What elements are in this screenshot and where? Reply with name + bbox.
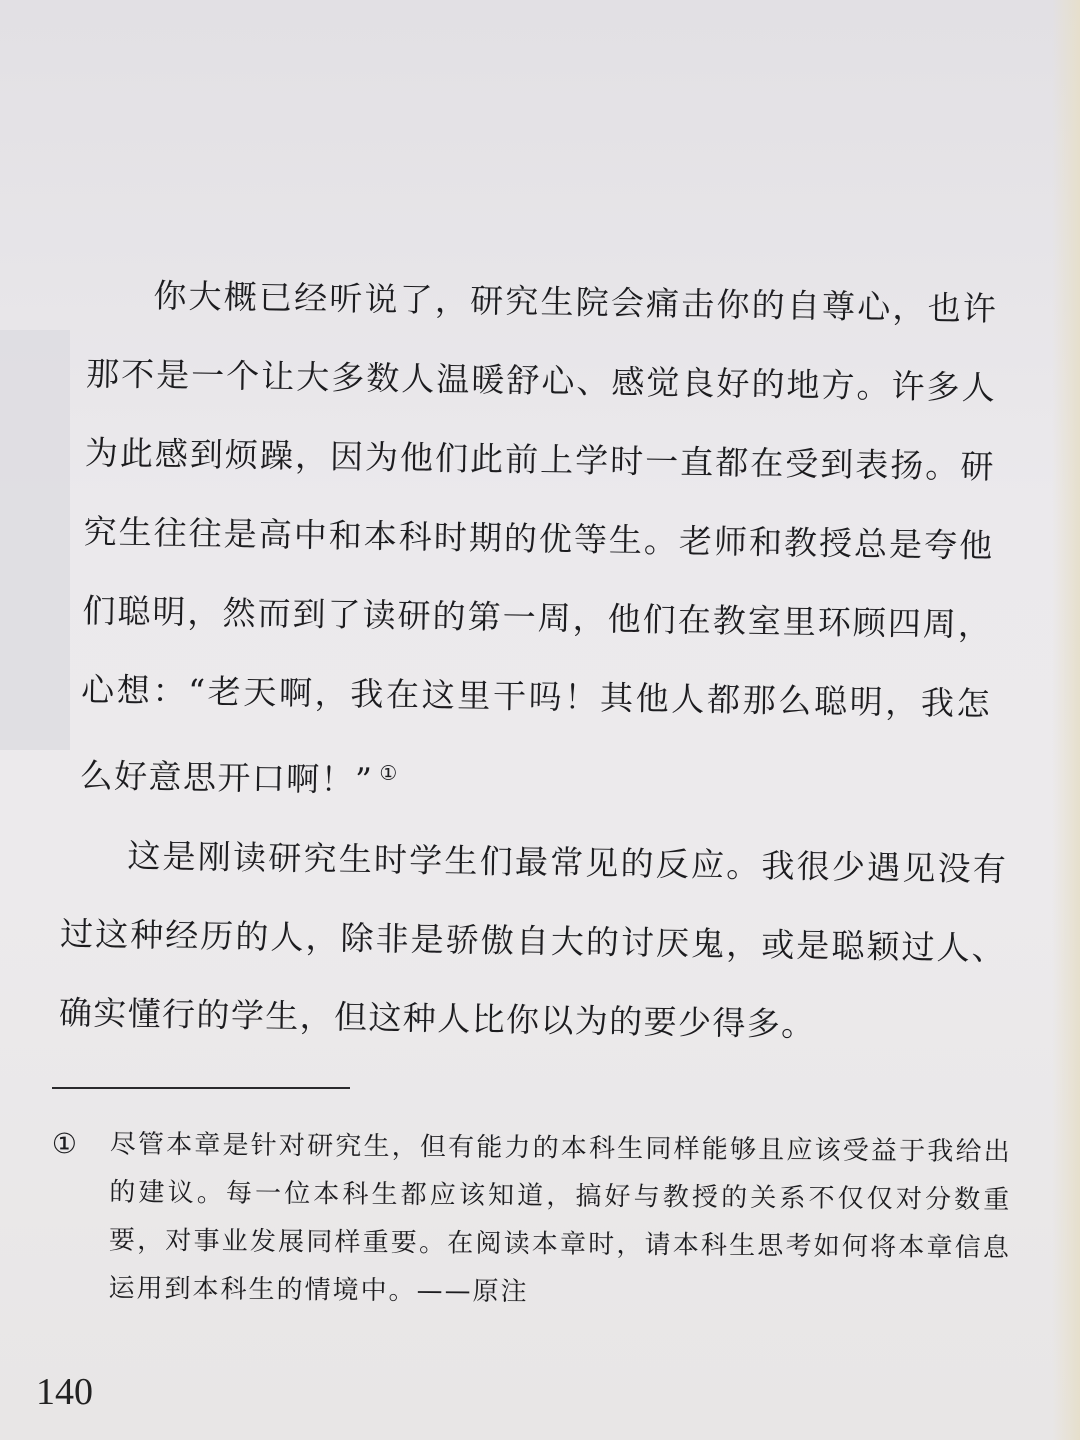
page-number: 140 — [36, 1371, 93, 1413]
paragraph-1-text: 你大概已经听说了，研究生院会痛击你的自尊心，也许那不是一个让大多数人温暖舒心、感觉良好的地方。许多人为此感到烦躁，因为他们此前上学时一直都在受到表扬。研究生往往是高中和本科时期的优等生。老师和教授总是夸他们聪明，然而到了读研的第一周，他们在教室里环顾四周，心想：“老天啊，我在这里干吗！其他人都那么聪明，我怎么好意思开口啊！” — [79, 276, 998, 800]
bleed-through-shadow — [0, 330, 70, 750]
footnote-divider — [52, 1087, 350, 1089]
paragraph-2 — [58, 815, 1008, 1067]
paragraph-1 — [79, 255, 998, 829]
footnote-text: 尽管本章是针对研究生，但有能力的本科生同样能够且应该受益于我给出的建议。每一位本科生都应该知道，搞好与教授的关系不仅仅对分数重要，对事业发展同样重要。在阅读本章时，请本科生思考如何将本章信息运用到本科生的情境中。——原注 — [108, 1129, 1012, 1308]
footnote-reference-marker: ① — [379, 760, 399, 785]
footnote — [50, 1120, 1012, 1320]
page-edge-shadow — [1052, 0, 1080, 1440]
footnote-marker: ① — [51, 1126, 80, 1161]
paragraph-2-text: 这是刚读研究生时学生们最常见的反应。我很少遇见没有过这种经历的人，除非是骄傲自大的讨厌鬼，或是聪颖过人、确实懂行的学生，但这种人比你以为的要少得多。 — [58, 836, 1008, 1044]
